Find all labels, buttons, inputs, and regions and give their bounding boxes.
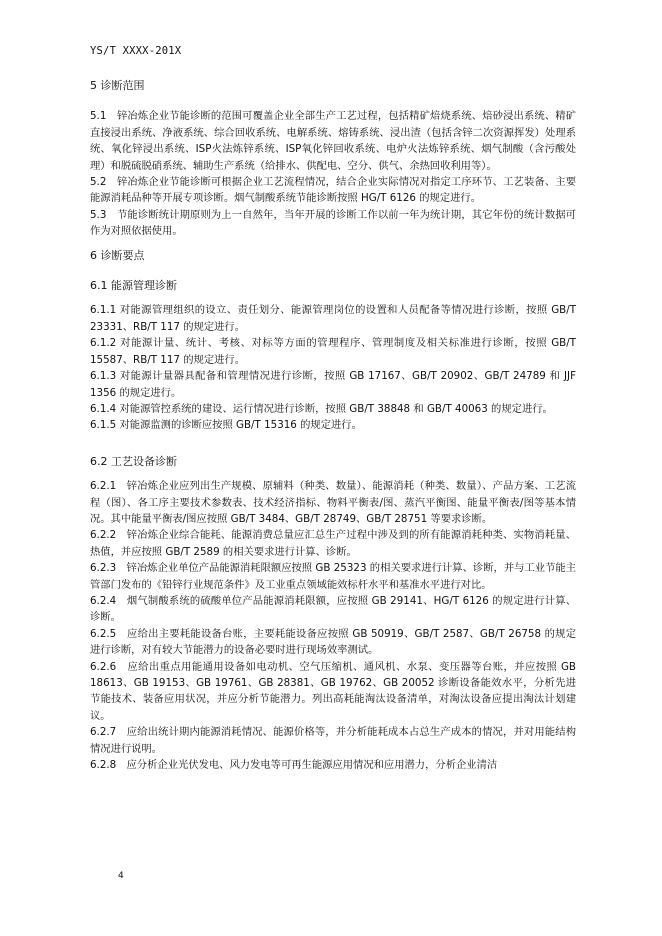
- section-6-2-title: 6.2 工艺设备诊断: [90, 454, 177, 468]
- document-code-header: YS/T XXXX-201X: [90, 45, 182, 57]
- clause-6-2-8: 6.2.8 应分析企业光伏发电、风力发电等可再生能源应用情况和应用潜力，分析企业清洁: [90, 759, 498, 772]
- clause-6-1-1: 6.1.1 对能源管理组织的设立、责任划分、能源管理岗位的设置和人员配备等情况进行诊断，按照 GB/T 23331、RB/T 117 的规定进行。: [90, 304, 576, 333]
- clause-6-2-3: 6.2.3 锌冶炼企业单位产品能源消耗限额应按照 GB 25323 的相关要求进行计算、诊断，并与工业节能主管部门发布的《铅锌行业规范条件》及工业重点领域能效标杆水平和基准水平进行对比。: [90, 562, 576, 591]
- clause-6-1-5: 6.1.5 对能源监测的诊断应按照 GB/T 15316 的规定进行。: [90, 419, 362, 432]
- clause-5-3: 5.3 节能诊断统计期原则为上一自然年，当年开展的诊断工作以前一年为统计期，其它年份的统计数据可作为对照依据使用。: [90, 208, 576, 238]
- section-5-title: 5 诊断范围: [90, 79, 145, 92]
- clause-5-1: 5.1 锌冶炼企业节能诊断的范围可覆盖企业全部生产工艺过程，包括精矿焙烧系统、焙砂浸出系统、精矿直接浸出系统、净液系统、综合回收系统、电解系统、熔铸系统、浸出渣（包括含锌二次资源挥发）处理系统、氧化锌浸出系统、ISP火法炼锌系统、ISP氧化锌回收系统、电炉火法炼锌系统、烟气制酸（含污酸处理）和脱硫脱硝系统、辅助生产系统（给排水、供配电、空分、供气、余热回收利用等）。: [90, 110, 576, 172]
- page-number: 4: [118, 871, 124, 881]
- document-body: [90, 78, 576, 773]
- clause-6-1-3: 6.1.3 对能源计量器具配备和管理情况进行诊断，按照 GB 17167、GB/T 20902、GB/T 24789 和 JJF 1356 的规定进行。: [90, 370, 576, 399]
- section-6-title: 6 诊断要点: [90, 248, 145, 262]
- clause-6-2-1: 6.2.1 锌冶炼企业应列出生产规模、原辅料（种类、数量）、能源消耗（种类、数量）、产品方案、工艺流程（图）、各工序主要技术参数表、技术经济指标、物料平衡表/图、蒸汽平衡图、能量平衡表/图等基本情况。其中能量平衡表/图应按照 GB/T 3484、GB/T 28749、GB/T 28751 等要求诊断。: [90, 480, 576, 525]
- section-6-1-title: 6.1 能源管理诊断: [90, 279, 177, 293]
- clause-5-2: 5.2 锌冶炼企业节能诊断可根据企业工艺流程情况，结合企业实际情况对指定工序环节、工艺装备、主要能源消耗品种等开展专项诊断。烟气制酸系统节能诊断按照 HG/T 6126 的规定进行。: [90, 176, 576, 205]
- clause-6-1-2: 6.1.2 对能源计量、统计、考核、对标等方面的管理程序、管理制度及相关标准进行诊断，按照 GB/T 15587、RB/T 117 的规定进行。: [90, 337, 576, 366]
- clause-6-2-2: 6.2.2 锌冶炼企业综合能耗、能源消费总量应汇总生产过程中涉及到的所有能源消耗种类、实物消耗量、热值，并应按照 GB/T 2589 的相关要求进行计算、诊断。: [90, 529, 576, 558]
- clause-6-2-7: 6.2.7 应给出统计期内能源消耗情况、能源价格等，并分析能耗成本占总生产成本的情况，并对用能结构情况进行说明。: [90, 726, 576, 755]
- clause-6-2-5: 6.2.5 应给出主要耗能设备台账，主要耗能设备应按照 GB 50919、GB/T 2587、GB/T 26758 的规定进行诊断，对有较大节能潜力的设备必要时进行现场效率测试。: [90, 627, 576, 657]
- clause-6-2-4: 6.2.4 烟气制酸系统的硫酸单位产品能源消耗限额，应按照 GB 29141、HG/T 6126 的规定进行计算、诊断。: [90, 594, 576, 624]
- clause-6-2-6: 6.2.6 应给出重点用能通用设备如电动机、空气压缩机、通风机、水泵、变压器等台账，并应按照 GB 18613、GB 19153、GB 19761、GB 28381、GB 19762、GB 20052 诊断设备能效水平，分析先进节能技术、装备应用状况，并应分析节能潜力。列出高耗能淘汰设备清单，对淘汰设备应提出淘汰计划建议。: [90, 660, 576, 722]
- clause-6-1-4: 6.1.4 对能源管控系统的建设、运行情况进行诊断，按照 GB/T 38848 和 GB/T 40063 的规定进行。: [90, 402, 553, 415]
